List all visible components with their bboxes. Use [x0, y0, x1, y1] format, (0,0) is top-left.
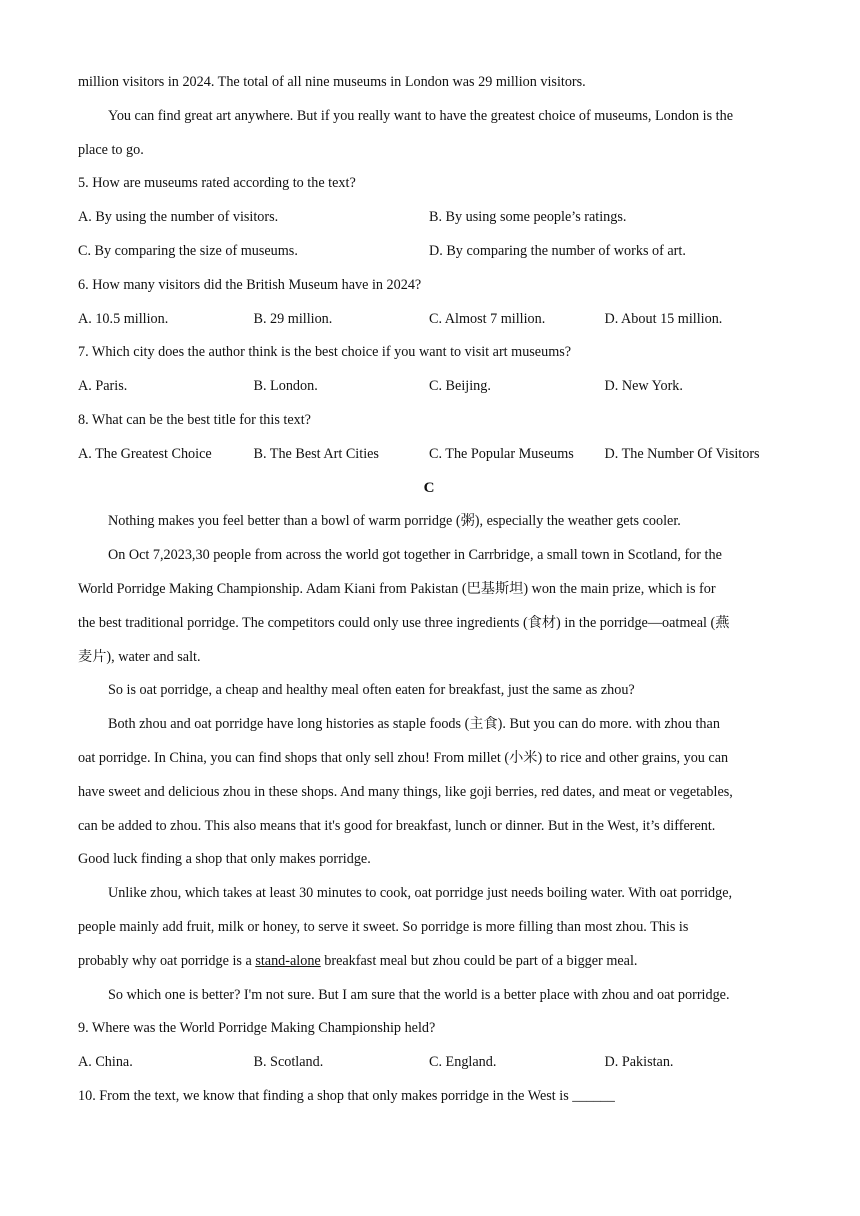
- question-5-options-row-2: [78, 235, 780, 269]
- option-a: A. The Greatest Choice: [78, 445, 212, 462]
- paragraph-line: 麦片), water and salt.: [78, 648, 201, 665]
- paragraph-line: Nothing makes you feel better than a bowl of warm porridge (粥), especially the weather gets cooler.: [108, 513, 681, 530]
- paragraph-line: have sweet and delicious zhou in these shops. And many things, like goji berries, red dates, and meat or vegetables,: [78, 783, 733, 800]
- option-d: D. About 15 million.: [604, 310, 723, 327]
- option-d: D. By comparing the number of works of art.: [429, 242, 686, 259]
- option-b: B. 29 million.: [253, 310, 333, 327]
- paragraph-line: can be added to zhou. This also means that it's good for breakfast, lunch or dinner. But in the West, it’s different.: [78, 817, 716, 834]
- paragraph-line: You can find great art anywhere. But if you really want to have the greatest choice of museums, London is the: [108, 107, 733, 124]
- question-6: 6. How many visitors did the British Museum have in 2024?: [78, 276, 422, 293]
- option-d: D. New York.: [604, 378, 683, 395]
- option-c: C. Almost 7 million.: [429, 310, 546, 327]
- question-7: 7. Which city does the author think is the best choice if you want to visit art museums?: [78, 344, 572, 361]
- option-b: B. London.: [253, 378, 318, 395]
- option-d: D. Pakistan.: [604, 1054, 674, 1071]
- option-a: A. Paris.: [78, 378, 128, 395]
- paragraph-line: [78, 945, 780, 979]
- paragraph-line: million visitors in 2024. The total of all nine museums in London was 29 million visitors.: [78, 74, 586, 90]
- question-9: 9. Where was the World Porridge Making Championship held?: [78, 1020, 436, 1037]
- paragraph-line: oat porridge. In China, you can find shops that only sell zhou! From millet (小米) to rice and other grains, you can: [78, 749, 729, 766]
- option-b: B. The Best Art Cities: [253, 445, 379, 462]
- option-a: A. China.: [78, 1054, 133, 1071]
- paragraph-line: Good luck finding a shop that only makes porridge.: [78, 851, 371, 868]
- paragraph-line: So is oat porridge, a cheap and healthy meal often eaten for breakfast, just the same as zhou?: [108, 682, 635, 699]
- question-8: 8. What can be the best title for this text?: [78, 411, 311, 428]
- paragraph-line: place to go.: [78, 141, 144, 158]
- option-b: B. Scotland.: [253, 1054, 324, 1071]
- paragraph-line: World Porridge Making Championship. Adam Kiani from Pakistan (巴基斯坦) won the main prize, which is for: [78, 580, 716, 597]
- paragraph-line: Unlike zhou, which takes at least 30 minutes to cook, oat porridge just needs boiling water. With oat porridge,: [108, 885, 733, 902]
- question-5-options-row-1: [78, 201, 780, 235]
- option-c: C. The Popular Museums: [429, 445, 574, 462]
- paragraph-line: On Oct 7,2023,30 people from across the world got together in Carrbridge, a small town in Scotland, for the: [108, 547, 722, 564]
- paragraph-line: Both zhou and oat porridge have long histories as staple foods (主食). But you can do more. with zhou than: [108, 716, 720, 733]
- question-8-options: [78, 438, 780, 472]
- paragraph-line: So which one is better? I'm not sure. But I am sure that the world is a better place with zhou and oat porridge.: [108, 986, 730, 1003]
- option-a: A. By using the number of visitors.: [78, 209, 279, 226]
- paragraph-line: the best traditional porridge. The competitors could only use three ingredients (食材) in the porridge—oatmeal (燕: [78, 614, 730, 631]
- underlined-word: stand-alone: [255, 952, 321, 969]
- question-9-options: [78, 1046, 780, 1080]
- option-b: B. By using some people’s ratings.: [429, 209, 627, 226]
- document-page: [78, 66, 780, 1114]
- option-c: C. By comparing the size of museums.: [78, 242, 298, 259]
- text-span: breakfast meal but zhou could be part of a bigger meal.: [320, 952, 638, 969]
- paragraph-line: people mainly add fruit, milk or honey, to serve it sweet. So porridge is more filling than most zhou. This is: [78, 918, 689, 935]
- option-c: C. Beijing.: [429, 378, 491, 395]
- question-10: 10. From the text, we know that finding a shop that only makes porridge in the West is ______: [78, 1087, 615, 1104]
- option-c: C. England.: [429, 1054, 497, 1071]
- option-a: A. 10.5 million.: [78, 310, 169, 327]
- question-6-options: [78, 303, 780, 337]
- question-7-options: [78, 370, 780, 404]
- question-5: 5. How are museums rated according to the text?: [78, 175, 356, 192]
- section-heading: C: [423, 479, 435, 496]
- option-d: D. The Number Of Visitors: [604, 445, 760, 462]
- text-span: probably why oat porridge is a: [78, 952, 256, 969]
